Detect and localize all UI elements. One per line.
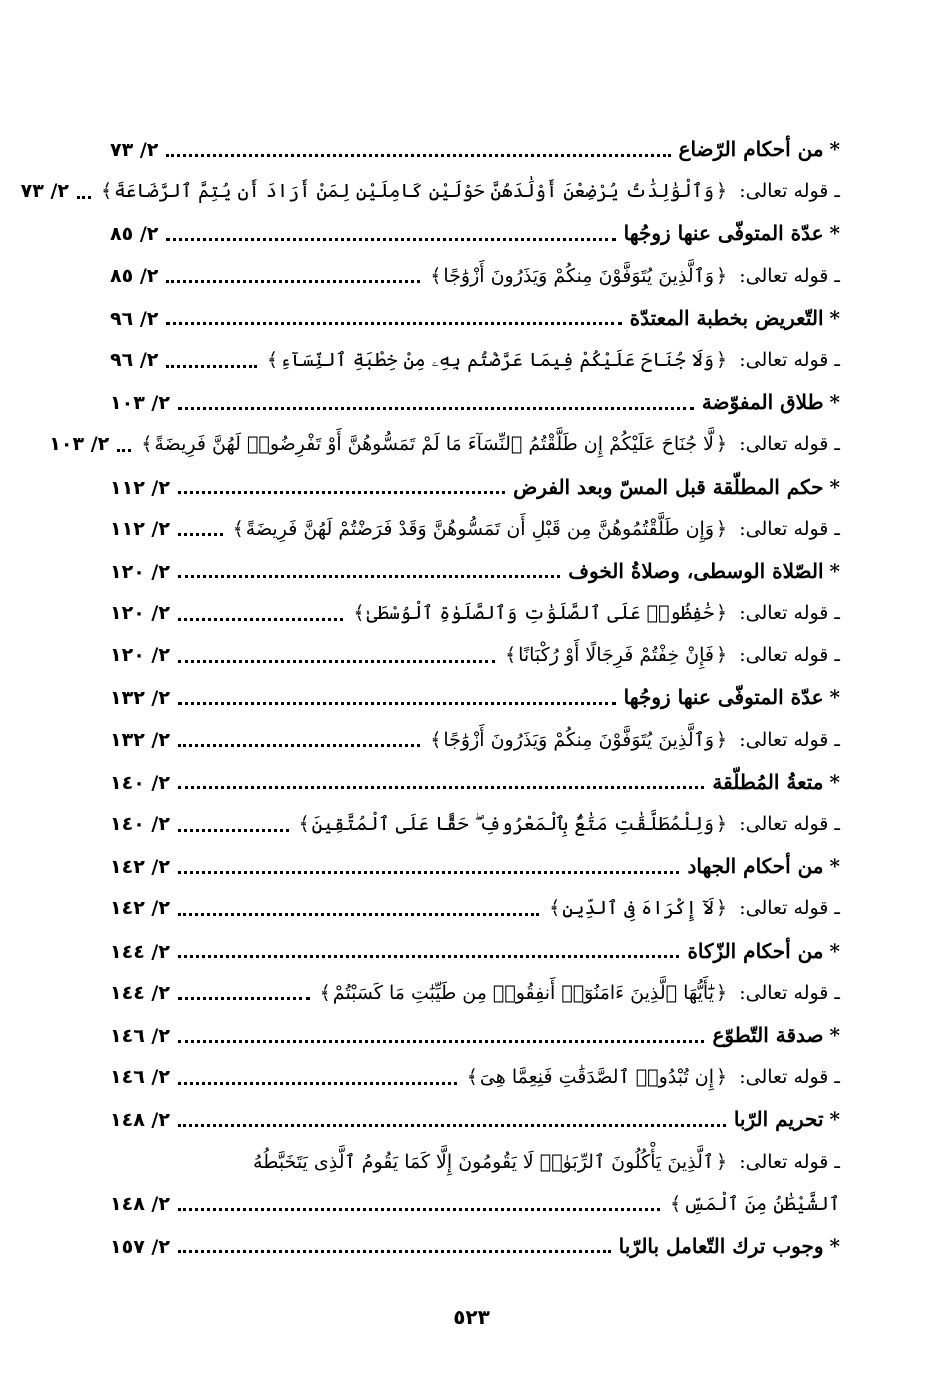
index-heading — [110, 297, 840, 339]
verse-prefix: ـ قوله تعالى: — [739, 1066, 840, 1089]
verse-prefix: ـ قوله تعالى: — [739, 897, 840, 920]
verse-open-bracket: ﴿ — [716, 180, 728, 203]
dot-leader — [178, 407, 694, 410]
page-reference: ٢/ ٩٦ — [110, 307, 159, 330]
verse-text: وَٱلْوَٰلِدَٰتُ يُرْضِعْنَ أَوْلَٰدَهُنَّ حَوْلَيْنِ كَامِلَيْنِ لِمَنْ أَرَادَ أَن يُتِمَّ ٱلرَّضَاعَةَ — [114, 180, 715, 203]
index-heading — [110, 381, 840, 423]
index-verse-entry — [110, 339, 840, 381]
index-heading — [110, 212, 840, 254]
heading-title: صدقة التّطوّع — [712, 1022, 824, 1047]
verse-prefix: ـ قوله تعالى: — [739, 348, 840, 371]
page-reference: ٢/ ١٢٠ — [110, 560, 170, 583]
index-heading — [110, 761, 840, 803]
verse-close-bracket: ﴾ — [670, 1192, 682, 1215]
verse-open-bracket: ﴿ — [716, 433, 728, 456]
verse-text: يَٰٓأَيُّهَا ٱلَّذِينَ ءَامَنُوٓا۟ أَنفِقُوا۟ مِن طَيِّبَٰتِ مَا كَسَبْتُمْ — [332, 981, 715, 1004]
verse-open-bracket: ﴿ — [716, 813, 728, 835]
page-reference: ٢/ ٧٣ — [20, 180, 69, 203]
verse-close-bracket: ﴾ — [141, 433, 153, 456]
dot-leader — [178, 997, 310, 1000]
page-reference: ٢/ ١٤٦ — [110, 1024, 170, 1047]
verse-text: وَٱلَّذِينَ يُتَوَفَّوْنَ مِنكُمْ وَيَذَرُونَ أَزْوَٰجًا — [443, 728, 715, 751]
dot-leader — [178, 871, 679, 874]
page-reference: ٢/ ١١٢ — [110, 517, 170, 540]
verse-close-bracket: ﴾ — [266, 348, 278, 371]
index-verse-entry-first-line — [110, 1141, 840, 1183]
page-reference: ٢/ ١٤٨ — [110, 1192, 170, 1215]
index-verse-entry — [110, 1056, 840, 1098]
index-verse-entry — [110, 887, 840, 929]
index-heading — [110, 1098, 840, 1140]
bullet-star-icon: * — [829, 474, 840, 499]
page-reference: ٢/ ١٤٠ — [110, 771, 170, 794]
index-heading — [110, 1014, 840, 1056]
dot-leader — [77, 196, 91, 199]
page-reference: ٢/ ١٤٢ — [110, 897, 170, 920]
verse-text: وَإِن طَلَّقْتُمُوهُنَّ مِن قَبْلِ أَن تَمَسُّوهُنَّ وَقَدْ فَرَضْتُمْ لَهُنَّ فَرِيضَةً — [245, 517, 715, 540]
bullet-star-icon: * — [829, 1233, 840, 1258]
verse-close-bracket: ﴾ — [353, 602, 365, 625]
dot-leader — [166, 280, 420, 283]
index-verse-entry — [110, 592, 840, 634]
page-reference: ٢/ ٨٥ — [110, 223, 159, 246]
verse-close-bracket: ﴾ — [319, 981, 331, 1004]
bullet-star-icon: * — [829, 390, 840, 415]
page-number: ٥٢٣ — [453, 1305, 490, 1329]
dot-leader — [178, 744, 420, 747]
bullet-star-icon: * — [829, 558, 840, 583]
verse-prefix: ـ قوله تعالى: — [739, 981, 840, 1004]
verse-open-bracket: ﴿ — [716, 602, 728, 625]
verse-prefix: ـ قوله تعالى: — [739, 728, 840, 751]
dot-leader — [178, 702, 616, 705]
index-heading — [110, 845, 840, 887]
verse-text: وَلِلْمُطَلَّقَٰتِ مَتَٰعٌۢ بِٱلْمَعْرُوفِ ۖ حَقًّا عَلَى ٱلْمُتَّقِينَ — [311, 813, 715, 835]
heading-title: متعةُ المُطلّقة — [712, 769, 824, 794]
verse-close-bracket: ﴾ — [232, 517, 244, 540]
heading-title: من أحكام الجهاد — [687, 854, 824, 879]
verse-open-bracket: ﴿ — [716, 1150, 728, 1173]
dot-leader — [178, 533, 223, 536]
verse-close-bracket: ﴾ — [298, 813, 310, 835]
index-verse-entry — [110, 719, 840, 761]
verse-prefix: ـ قوله تعالى: — [739, 813, 840, 835]
verse-text: فَإِنْ خِفْتُمْ فَرِجَالًا أَوْ رُكْبَانًا — [518, 644, 715, 667]
index-verse-entry-continuation — [110, 1183, 840, 1225]
bullet-star-icon: * — [829, 305, 840, 330]
dot-leader — [117, 449, 131, 452]
index-verse-entry — [110, 972, 840, 1014]
dot-leader — [178, 913, 539, 916]
page-reference: ٢/ ١٤٢ — [110, 856, 170, 879]
dot-leader — [178, 829, 289, 832]
page-reference: ٢/ ١٤٦ — [110, 1066, 170, 1089]
page-reference: ٢/ ١٣٢ — [110, 687, 170, 710]
bullet-star-icon: * — [829, 685, 840, 710]
verse-close-bracket: ﴾ — [430, 728, 442, 751]
index-verse-entry — [110, 803, 840, 845]
page-reference: ٢/ ١٤٤ — [110, 940, 170, 963]
verse-open-bracket: ﴿ — [716, 897, 728, 920]
index-heading — [110, 1225, 840, 1267]
heading-title: وجوب ترك التّعامل بالرّبا — [618, 1233, 824, 1258]
verse-close-bracket: ﴾ — [430, 264, 442, 287]
verse-close-bracket: ﴾ — [549, 897, 561, 920]
dot-leader — [178, 1250, 611, 1253]
verse-text: إِن تُبْدُوا۟ ٱلصَّدَقَٰتِ فَنِعِمَّا هِىَ — [479, 1066, 715, 1089]
verse-close-bracket: ﴾ — [504, 644, 517, 667]
page-reference: ٢/ ١٢٠ — [110, 602, 170, 625]
verse-open-bracket: ﴿ — [716, 1066, 728, 1089]
page-reference: ٢/ ٩٦ — [110, 348, 159, 371]
dot-leader — [166, 238, 615, 241]
verse-open-bracket: ﴿ — [716, 728, 728, 751]
page-reference: ٢/ ٨٥ — [110, 264, 159, 287]
verse-text: ٱلشَّيْطَٰنُ مِنَ ٱلْمَسِّ — [683, 1192, 840, 1215]
page-reference: ٢/ ١٥٧ — [110, 1235, 170, 1258]
bullet-star-icon: * — [829, 769, 840, 794]
index-heading — [110, 676, 840, 718]
heading-title: من أحكام الزّكاة — [687, 938, 824, 963]
page-reference: ٢/ ١٤٨ — [110, 1109, 170, 1132]
heading-title: عدّة المتوفّى عنها زوجُها — [623, 221, 824, 246]
verse-close-bracket: ﴾ — [466, 1066, 478, 1089]
heading-title: الصّلاة الوسطى، وصلاةُ الخوف — [568, 558, 824, 583]
dot-leader — [178, 1208, 660, 1211]
index-verse-entry — [110, 508, 840, 550]
bullet-star-icon: * — [829, 1022, 840, 1047]
bullet-star-icon: * — [829, 221, 840, 246]
heading-title: التّعريض بخطبة المعتدّة — [629, 305, 824, 330]
verse-text: حَٰفِظُوا۟ عَلَى ٱلصَّلَوَٰتِ وَٱلصَّلَوٰةِ ٱلْوُسْطَىٰ — [366, 602, 715, 625]
verse-prefix: ـ قوله تعالى: — [739, 517, 840, 540]
index-verse-entry — [110, 634, 840, 676]
verse-open-bracket: ﴿ — [716, 264, 728, 287]
index-heading — [110, 930, 840, 972]
page-reference: ٢/ ١٠٣ — [110, 392, 170, 415]
verse-prefix: ـ قوله تعالى: — [739, 602, 840, 625]
dot-leader — [178, 1124, 726, 1127]
page-reference: ٢/ ٧٣ — [110, 139, 159, 161]
index-verse-entry — [49, 423, 840, 465]
verse-text: وَٱلَّذِينَ يُتَوَفَّوْنَ مِنكُمْ وَيَذَرُونَ أَزْوَٰجًا — [443, 264, 715, 287]
page-reference: ٢/ ١٠٣ — [49, 433, 110, 456]
bullet-star-icon: * — [829, 137, 840, 161]
index-heading — [110, 466, 840, 508]
verse-open-bracket: ﴿ — [716, 517, 728, 540]
bullet-star-icon: * — [829, 938, 840, 963]
heading-title: حكم المطلّقة قبل المسّ وبعد الفرض — [513, 474, 824, 499]
bullet-star-icon: * — [829, 854, 840, 879]
verse-text: ٱلَّذِينَ يَأْكُلُونَ ٱلرِّبَوٰا۟ لَا يَقُومُونَ إِلَّا كَمَا يَقُومُ ٱلَّذِى يَتَخَبَّطُهُ — [253, 1150, 715, 1173]
verse-prefix: ـ قوله تعالى: — [739, 180, 840, 203]
heading-title: طلاق المفوّضة — [701, 390, 824, 415]
dot-leader — [178, 1040, 704, 1043]
verse-prefix: ـ قوله تعالى: — [739, 644, 840, 667]
verse-prefix: ـ قوله تعالى: — [739, 1150, 840, 1173]
dot-leader — [178, 491, 505, 494]
dot-leader — [178, 955, 679, 958]
heading-title: تحريم الرّبا — [733, 1107, 824, 1132]
dot-leader — [178, 1082, 457, 1085]
verse-prefix: ـ قوله تعالى: — [739, 264, 840, 287]
page-reference: ٢/ ١٢٠ — [110, 644, 170, 667]
page-reference: ٢/ ١١٢ — [110, 476, 170, 499]
page-reference: ٢/ ١٤٠ — [110, 813, 170, 835]
dot-leader — [166, 322, 621, 325]
index-page — [20, 128, 840, 1267]
dot-leader — [166, 365, 256, 368]
heading-title: عدّة المتوفّى عنها زوجُها — [623, 685, 824, 710]
verse-close-bracket: ﴾ — [101, 180, 113, 203]
verse-text: وَلَا جُنَاحَ عَلَيْكُمْ فِيمَا عَرَّضْتُم بِهِۦ مِنْ خِطْبَةِ ٱلنِّسَآءِ — [279, 348, 715, 371]
dot-leader — [178, 618, 343, 621]
dot-leader — [178, 575, 560, 578]
verse-open-bracket: ﴿ — [716, 644, 728, 667]
index-heading — [110, 550, 840, 592]
index-verse-entry — [110, 255, 840, 297]
verse-prefix: ـ قوله تعالى: — [739, 433, 840, 456]
index-heading — [110, 128, 840, 170]
bullet-star-icon: * — [829, 1107, 840, 1132]
heading-title: من أحكام الرّضاع — [678, 137, 824, 161]
dot-leader — [178, 786, 704, 789]
verse-open-bracket: ﴿ — [716, 348, 728, 371]
page-reference: ٢/ ١٤٤ — [110, 981, 170, 1004]
verse-text: لَآ إِكْرَاهَ فِى ٱلدِّينِ — [562, 897, 715, 920]
verse-open-bracket: ﴿ — [716, 981, 728, 1004]
index-verse-entry — [20, 170, 840, 212]
verse-text: لَّا جُنَاحَ عَلَيْكُمْ إِن طَلَّقْتُمُ ٱلنِّسَآءَ مَا لَمْ تَمَسُّوهُنَّ أَوْ تَفْرِضُوا۟ لَهُنَّ فَرِيضَةً — [154, 433, 715, 456]
dot-leader — [178, 660, 495, 663]
page-reference: ٢/ ١٣٢ — [110, 728, 170, 751]
dot-leader — [166, 154, 670, 157]
